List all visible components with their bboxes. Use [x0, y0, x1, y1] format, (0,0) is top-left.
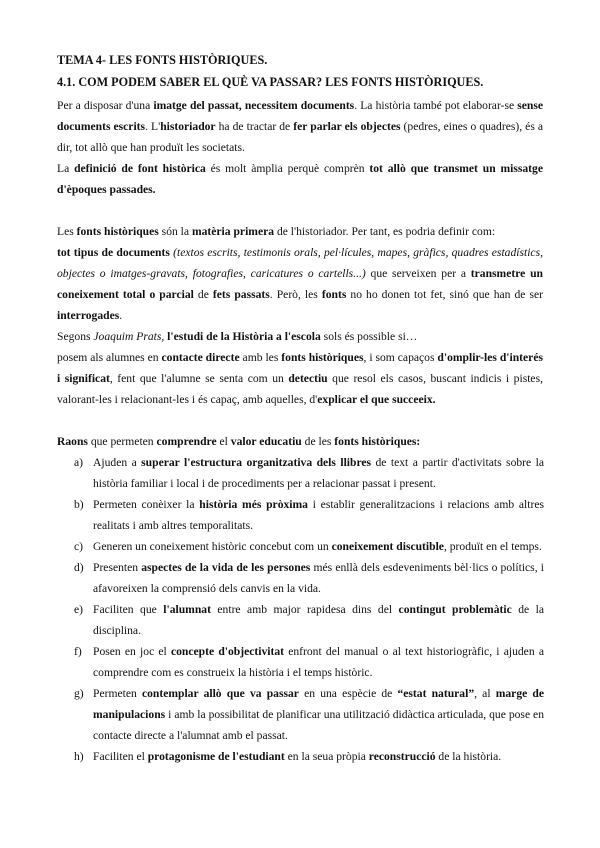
- list-item: d) Presenten aspectes de la vida de les persones més enllà dels esdeveniments bèl·lics o polítics, i afavoreixen la comprensió dels canvis en la vida.: [74, 557, 544, 599]
- paragraph-7: Raons que permeten comprendre el valor educatiu de les fonts històriques:: [57, 435, 421, 448]
- list-item: a) Ajuden a superar l'estructura organitzativa dels llibres de text a partir d'activitats sobre la història familiar i local i de procediments per a relacionar passat i present.: [74, 452, 544, 494]
- paragraph-3: Les fonts històriques són la matèria primera de l'historiador. Per tant, es podria definir com:: [57, 225, 496, 238]
- list-item: b) Permeten conèixer la història més pròxima i establir generalitzacions i relacions amb altres realitats i amb altres temporalitats.: [74, 494, 544, 536]
- list-item: g) Permeten contemplar allò que va passar en una espècie de “estat natural”, al marge de manipulacions i amb la possibilitat de planificar una utilització didàctica articulada, que pose en contacte directe a l'alumnat amb el passat.: [74, 683, 544, 746]
- list-marker: c): [74, 540, 84, 553]
- list-item: f) Posen en joc el concepte d'objectivitat enfront del manual o al text historiogràfic, i ajuden a comprendre com es construeix la història i el temps històric.: [74, 641, 544, 683]
- list-marker: e): [74, 603, 84, 616]
- list-marker: b): [74, 498, 84, 511]
- section-heading: 4.1. COM PODEM SABER EL QUÈ VA PASSAR? LES FONTS HISTÒRIQUES.: [57, 75, 484, 89]
- paragraph-6: posem als alumnes en contacte directe amb les fonts històriques, i som capaços d'omplir-les d'interés i significat, fent que l'alumne se senta com un detectiu que resol els casos, buscant indicis i pistes, valorant-les i relacionant-les i és capaç, amb aquelles, d'explicar el que succeeix.: [57, 351, 543, 406]
- document-title: TEMA 4- LES FONTS HISTÒRIQUES.: [57, 53, 268, 67]
- list-item: c) Generen un coneixement històric concebut com un coneixement discutible, produït en el temps.: [74, 536, 544, 557]
- paragraph-2: La definició de font històrica és molt àmplia perquè comprèn tot allò que transmet un missatge d'èpoques passades.: [57, 162, 543, 196]
- list-marker: f): [74, 645, 82, 658]
- list-marker: d): [74, 561, 84, 574]
- paragraph-1: Per a disposar d'una imatge del passat, necessitem documents. La història també pot elaborar-se sense documents escrits. L'historiador ha de tractar de fer parlar els objectes (pedres, eines o quadres), és a dir, tot allò que han produït les societats.: [57, 99, 544, 154]
- reasons-list: [74, 452, 544, 767]
- list-marker: h): [74, 750, 84, 763]
- list-item: e) Faciliten que l'alumnat entre amb major rapidesa dins del contingut problemàtic de la disciplina.: [74, 599, 544, 641]
- list-marker: a): [74, 456, 84, 469]
- list-item: h) Faciliten el protagonisme de l'estudiant en la seua pròpia reconstrucció de la història.: [74, 746, 544, 767]
- paragraph-5: Segons Joaquim Prats, l'estudi de la Història a l'escola sols és possible si…: [57, 330, 418, 343]
- paragraph-4: tot tipus de documents (textos escrits, testimonis orals, pel·lícules, mapes, gràfics, quadres estadístics, objectes o imatges-gravats, fotografies, caricatures o cartells...) que serveixen per a transmetre un coneixement total o parcial de fets passats. Però, les fonts no ho donen tot fet, sinó que han de ser interrogades.: [57, 246, 543, 322]
- list-marker: g): [74, 687, 84, 700]
